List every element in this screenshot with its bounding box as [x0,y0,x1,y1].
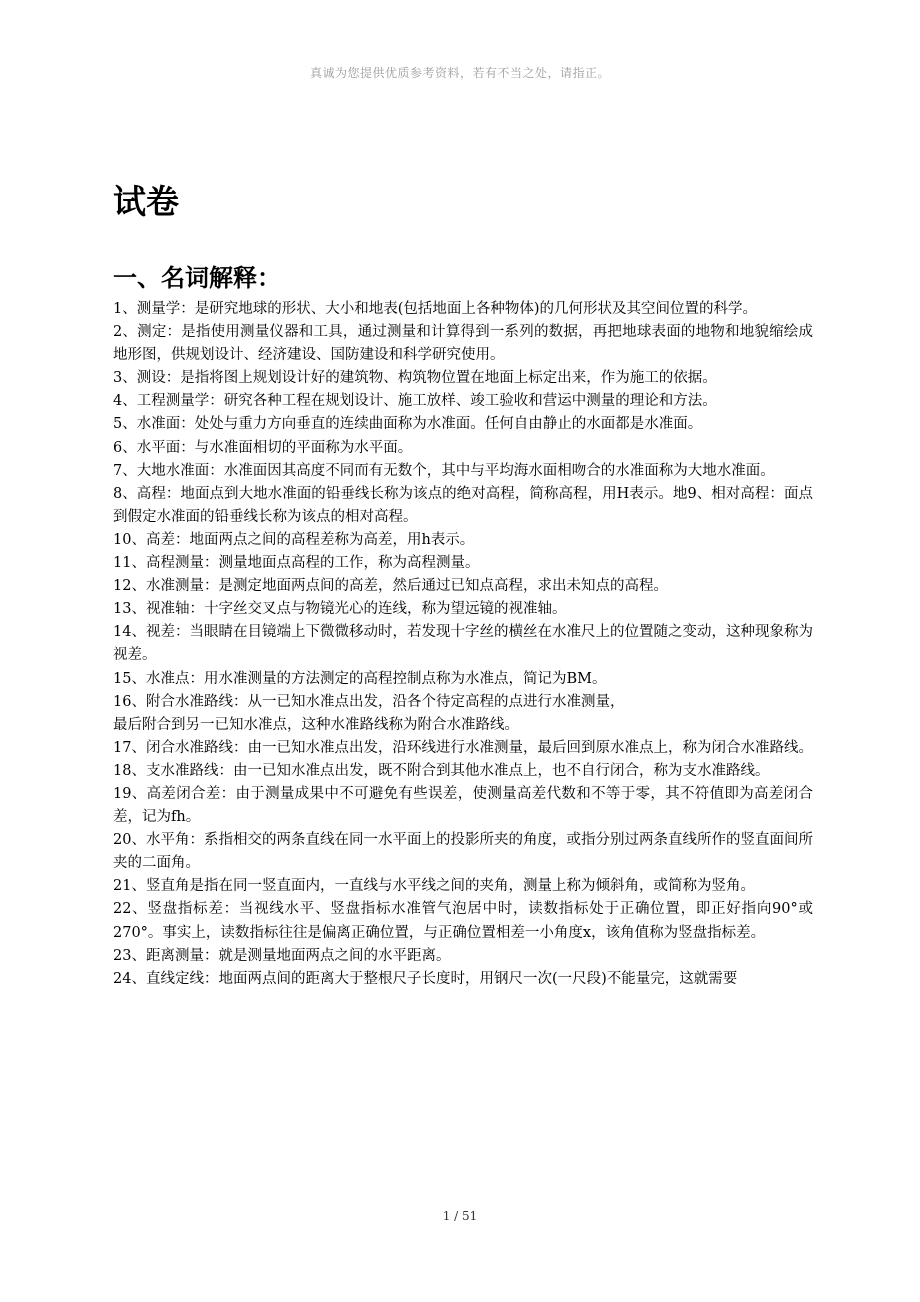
document-title: 试卷 [113,182,179,221]
definition-entry: 20、水平角：系指相交的两条直线在同一水平面上的投影所夹的角度，或指分别过两条直线所作的竖直面间所夹的二面角。 [113,832,813,872]
definition-entry: 5、水准面：处处与重力方向垂直的连续曲面称为水准面。任何自由静止的水面都是水准面。 [113,416,703,433]
definition-entry: 4、工程测量学：研究各种工程在规划设计、施工放样、竣工验收和营运中测量的理论和方法。 [113,393,717,410]
definition-entry: 21、竖直角是指在同一竖直面内，一直线与水平线之间的夹角，测量上称为倾斜角，或简称为竖角。 [113,878,755,895]
definition-entry: 17、闭合水准路线：由一已知水准点出发，沿环线进行水准测量，最后回到原水准点上，称为闭合水准路线。 [113,739,813,756]
definition-entry: 13、视准轴：十字丝交叉点与物镜光心的连线，称为望远镜的视准轴。 [113,601,567,618]
section-heading: 一、名词解释： [113,264,281,292]
definition-entry: 2、测定：是指使用测量仪器和工具，通过测量和计算得到一系列的数据，再把地球表面的地物和地貌缩绘成地形图，供规划设计、经济建设、国防建设和科学研究使用。 [113,324,813,364]
definition-entry: 7、大地水准面：水准面因其高度不同而有无数个，其中与平均海水面相吻合的水准面称为大地水准面。 [113,462,775,479]
definition-entry: 14、视差：当眼睛在目镜端上下微微移动时，若发现十字丝的横丝在水准尺上的位置随之变动，这种现象称为视差。 [113,624,813,664]
definition-entry: 12、水准测量：是测定地面两点间的高差，然后通过已知点高程，求出未知点的高程。 [113,578,668,595]
definition-entry: 最后附合到另一已知水准点，这种水准路线称为附合水准路线。 [113,716,519,733]
definition-list [113,298,813,991]
definition-entry: 8、高程：地面点到大地水准面的铅垂线长称为该点的绝对高程，简称高程，用H表示。地9、相对高程：面点到假定水准面的铅垂线长称为该点的相对高程。 [113,485,813,525]
definition-entry: 10、高差：地面两点之间的高程差称为高差，用h表示。 [113,531,475,548]
definition-entry: 11、高程测量：测量地面点高程的工作，称为高程测量。 [113,555,480,572]
definition-entry: 18、支水准路线：由一已知水准点出发，既不附合到其他水准点上，也不自行闭合，称为支水准路线。 [113,762,770,779]
definition-entry: 15、水准点：用水准测量的方法测定的高程控制点称为水准点，简记为BM。 [113,670,607,687]
definition-entry: 6、水平面：与水准面相切的平面称为水平面。 [113,439,413,456]
definition-entry: 22、竖盘指标差：当视线水平、竖盘指标水准管气泡居中时，读数指标处于正确位置，即正好指向90°或270°。事实上，读数指标往往是偏离正确位置，与正确位置相差一小角度x，该角值称为竖盘指标差。 [113,901,813,941]
page-number: 1 / 51 [442,1209,478,1223]
header-note: 真诚为您提供优质参考资料，若有不当之处，请指正。 [309,66,610,80]
definition-entry: 3、测设：是指将图上规划设计好的建筑物、构筑物位置在地面上标定出来，作为施工的依据。 [113,370,717,387]
definition-entry: 16、附合水准路线：从一已知水准点出发，沿各个待定高程的点进行水准测量， [113,693,625,710]
definition-entry: 23、距离测量：就是测量地面两点之间的水平距离。 [113,947,451,964]
definition-entry: 24、直线定线：地面两点间的距离大于整根尺子长度时，用钢尺一次(一尺段)不能量完，这就需要 [113,970,738,987]
definition-entry: 1、测量学：是研究地球的形状、大小和地表(包括地面上各种物体)的几何形状及其空间位置的科学。 [113,301,758,317]
definition-entry: 19、高差闭合差：由于测量成果中不可避免有些误差，使测量高差代数和不等于零，其不符值即为高差闭合差，记为fh。 [113,785,813,826]
